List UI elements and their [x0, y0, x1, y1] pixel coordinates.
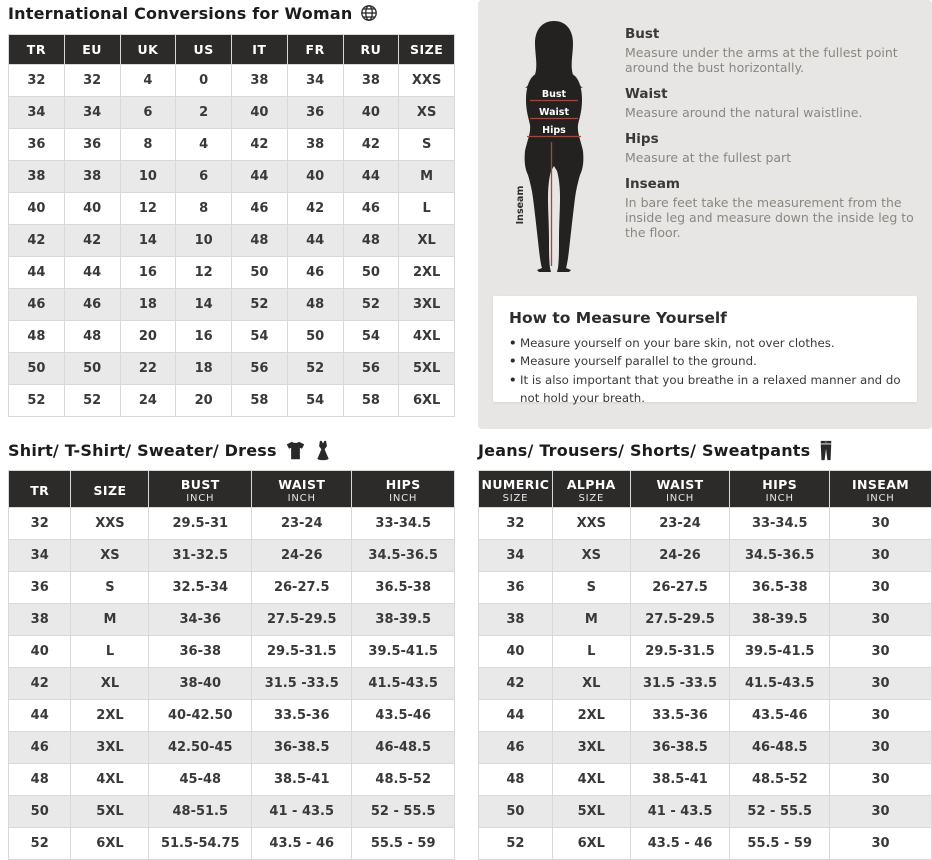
column-header: WAIST INCH [630, 471, 730, 508]
table-cell: 40 [9, 636, 71, 668]
table-cell: 6XL [399, 385, 455, 417]
table-cell: 41.5-43.5 [352, 668, 455, 700]
table-cell: 52 [9, 385, 65, 417]
table-row [9, 321, 455, 353]
table-cell: 46 [9, 732, 71, 764]
how-to-title: How to Measure Yourself [509, 309, 727, 327]
table-cell: 31-32.5 [149, 540, 252, 572]
table-cell: 52 [343, 289, 399, 321]
table-cell: 24 [120, 385, 176, 417]
table-cell: 48 [343, 225, 399, 257]
table-cell: 50 [479, 796, 553, 828]
table-cell: 45-48 [149, 764, 252, 796]
table-cell: XS [71, 540, 149, 572]
table-cell: 36 [64, 129, 120, 161]
table-cell: 32.5-34 [149, 572, 252, 604]
table-cell: 5XL [399, 353, 455, 385]
table-cell: 33.5-36 [252, 700, 352, 732]
table-cell: 30 [830, 508, 932, 540]
table-cell: 50 [343, 257, 399, 289]
table-cell: 5XL [552, 796, 630, 828]
page-header [8, 1, 378, 25]
table-cell: 42 [9, 668, 71, 700]
table-cell: 56 [232, 353, 288, 385]
table-cell: 32 [479, 508, 553, 540]
column-header: WAIST INCH [252, 471, 352, 508]
measure-item-title: Inseam [625, 176, 681, 192]
table-row [479, 828, 932, 860]
table-cell: 34 [287, 65, 343, 97]
table-cell: 27.5-29.5 [630, 604, 730, 636]
table-row [479, 508, 932, 540]
trousers-icon [818, 440, 834, 461]
table-cell: 44 [64, 257, 120, 289]
header-row [9, 471, 455, 508]
table-cell: 42 [343, 129, 399, 161]
table-cell: 34.5-36.5 [352, 540, 455, 572]
table-cell: 48 [9, 321, 65, 353]
table-cell: 38 [9, 161, 65, 193]
table-cell: 27.5-29.5 [252, 604, 352, 636]
measure-item-desc: Measure under the arms at the fullest point around the bust horizontally. [625, 45, 898, 75]
measure-item-desc: Measure around the natural waistline. [625, 105, 863, 120]
table-cell: 44 [9, 257, 65, 289]
table-cell: 38-39.5 [730, 604, 830, 636]
table-row [9, 668, 455, 700]
table-row [479, 796, 932, 828]
table-cell: 38 [232, 65, 288, 97]
table-cell: 30 [830, 604, 932, 636]
column-header: HIPS INCH [730, 471, 830, 508]
table-cell: 50 [287, 321, 343, 353]
table-row [479, 540, 932, 572]
table-row [479, 572, 932, 604]
column-header: UK [120, 35, 176, 65]
measurement-instructions [625, 26, 919, 251]
table-cell: 52 [64, 385, 120, 417]
table-row [9, 161, 455, 193]
column-header: HIPS INCH [352, 471, 455, 508]
table-cell: 40 [9, 193, 65, 225]
dress-icon [314, 440, 332, 461]
table-cell: 43.5-46 [352, 700, 455, 732]
how-to-bullet: • Measure yourself on your bare skin, not over clothes. [509, 334, 903, 352]
table-cell: 34 [64, 97, 120, 129]
table-cell: 6 [176, 161, 232, 193]
table-cell: 46 [343, 193, 399, 225]
table-cell: 48 [479, 764, 553, 796]
header-row [479, 471, 932, 508]
table-cell: 29.5-31.5 [630, 636, 730, 668]
table-cell: 2XL [399, 257, 455, 289]
table-row [479, 668, 932, 700]
table-cell: 34-36 [149, 604, 252, 636]
table-cell: 38 [343, 65, 399, 97]
figure-inseam-label: Inseam [515, 185, 526, 225]
table-cell: 46 [479, 732, 553, 764]
table-cell: XL [552, 668, 630, 700]
table-cell: XL [399, 225, 455, 257]
table-cell: 55.5 - 59 [352, 828, 455, 860]
table-cell: 4XL [399, 321, 455, 353]
table-cell: 14 [176, 289, 232, 321]
table-cell: 48.5-52 [730, 764, 830, 796]
table-row [479, 764, 932, 796]
table-row [9, 700, 455, 732]
table-row [479, 732, 932, 764]
table-cell: 12 [176, 257, 232, 289]
table-cell: 52 - 55.5 [730, 796, 830, 828]
table-row [9, 129, 455, 161]
column-header: SIZE [399, 35, 455, 65]
table-cell: 14 [120, 225, 176, 257]
table-cell: 54 [232, 321, 288, 353]
table-cell: 41 - 43.5 [252, 796, 352, 828]
table-cell: 40 [479, 636, 553, 668]
table-row [9, 572, 455, 604]
table-row [479, 604, 932, 636]
table-cell: 38 [287, 129, 343, 161]
international-conversion-table [8, 34, 455, 417]
measure-item-waist [625, 86, 919, 120]
table-cell: 41.5-43.5 [730, 668, 830, 700]
table-cell: 12 [120, 193, 176, 225]
table-cell: 40 [287, 161, 343, 193]
table-cell: 40 [343, 97, 399, 129]
column-header: ALPHA SIZE [552, 471, 630, 508]
table-cell: 30 [830, 828, 932, 860]
table-row [9, 796, 455, 828]
table-cell: 30 [830, 668, 932, 700]
table-cell: 48-51.5 [149, 796, 252, 828]
table-cell: 44 [479, 700, 553, 732]
table-cell: 16 [120, 257, 176, 289]
table-cell: 8 [176, 193, 232, 225]
table-cell: 44 [232, 161, 288, 193]
table-cell: 20 [176, 385, 232, 417]
body-silhouette-figure [496, 20, 612, 272]
table-row [9, 193, 455, 225]
table-cell: 39.5-41.5 [730, 636, 830, 668]
table-cell: M [552, 604, 630, 636]
table-cell: 52 [479, 828, 553, 860]
table-cell: 32 [9, 508, 71, 540]
table-cell: 34 [479, 540, 553, 572]
table-cell: 55.5 - 59 [730, 828, 830, 860]
table-cell: 50 [9, 353, 65, 385]
table-row [9, 828, 455, 860]
table-cell: 30 [830, 796, 932, 828]
table-cell: 4 [176, 129, 232, 161]
tshirt-icon [285, 440, 306, 461]
table-cell: 42.50-45 [149, 732, 252, 764]
column-header: NUMERIC SIZE [479, 471, 553, 508]
table-cell: L [71, 636, 149, 668]
table-cell: XXS [71, 508, 149, 540]
table-row [9, 540, 455, 572]
measure-item-desc: In bare feet take the measurement from the inside leg and measure down the inside leg to the floor. [625, 195, 914, 240]
table-cell: 10 [176, 225, 232, 257]
table-cell: 42 [9, 225, 65, 257]
table-cell: 16 [176, 321, 232, 353]
table-cell: 33.5-36 [630, 700, 730, 732]
figure-hips-label: Hips [542, 125, 566, 136]
page-title: International Conversions for Woman [8, 3, 353, 23]
table-cell: 46 [9, 289, 65, 321]
table-cell: 2 [176, 97, 232, 129]
table-row [9, 225, 455, 257]
table-row [479, 700, 932, 732]
how-to-list [509, 334, 903, 407]
table-cell: 48.5-52 [352, 764, 455, 796]
table-row [9, 508, 455, 540]
table-row [9, 65, 455, 97]
table-cell: 24-26 [252, 540, 352, 572]
table-cell: 52 [232, 289, 288, 321]
column-header: TR [9, 35, 65, 65]
table-cell: 36 [9, 129, 65, 161]
table-row [9, 764, 455, 796]
table-cell: 36 [287, 97, 343, 129]
table-cell: 30 [830, 540, 932, 572]
table-cell: 22 [120, 353, 176, 385]
table-row [9, 732, 455, 764]
column-header: BUST INCH [149, 471, 252, 508]
table-cell: 29.5-31.5 [252, 636, 352, 668]
table-cell: 38-39.5 [352, 604, 455, 636]
table-cell: 3XL [399, 289, 455, 321]
column-header: EU [64, 35, 120, 65]
table-cell: 23-24 [630, 508, 730, 540]
table-cell: 29.5-31 [149, 508, 252, 540]
table-row [9, 289, 455, 321]
table-cell: 38 [479, 604, 553, 636]
table-cell: 18 [176, 353, 232, 385]
table-cell: 31.5 -33.5 [252, 668, 352, 700]
table-cell: 50 [9, 796, 71, 828]
how-to-bullet: • Measure yourself parallel to the ground. [509, 352, 903, 370]
table-cell: 48 [287, 289, 343, 321]
table-cell: 48 [232, 225, 288, 257]
table-cell: 18 [120, 289, 176, 321]
table-cell: 52 - 55.5 [352, 796, 455, 828]
table-cell: 58 [232, 385, 288, 417]
table-cell: XS [399, 97, 455, 129]
column-header: FR [287, 35, 343, 65]
table-row [9, 604, 455, 636]
table-cell: 0 [176, 65, 232, 97]
measure-item-inseam [625, 176, 919, 240]
table-cell: 34.5-36.5 [730, 540, 830, 572]
table-cell: 36 [9, 572, 71, 604]
table-cell: L [399, 193, 455, 225]
table-cell: 54 [343, 321, 399, 353]
table-cell: XL [71, 668, 149, 700]
jeans-table-title: Jeans/ Trousers/ Shorts/ Sweatpants [478, 440, 811, 460]
table-cell: S [71, 572, 149, 604]
table-cell: 41 - 43.5 [630, 796, 730, 828]
table-cell: 46 [232, 193, 288, 225]
how-to-bullet: • It is also important that you breathe in a relaxed manner and do not hold your breath. [509, 371, 903, 408]
table-cell: 44 [9, 700, 71, 732]
table-cell: 46 [64, 289, 120, 321]
table-cell: 3XL [552, 732, 630, 764]
table-cell: 30 [830, 764, 932, 796]
table-cell: 48 [9, 764, 71, 796]
table-cell: 4XL [71, 764, 149, 796]
table-cell: 36-38 [149, 636, 252, 668]
table-cell: 40-42.50 [149, 700, 252, 732]
column-header: INSEAM INCH [830, 471, 932, 508]
table-cell: 38 [64, 161, 120, 193]
table-row [9, 353, 455, 385]
table-cell: 33-34.5 [730, 508, 830, 540]
table-cell: 32 [64, 65, 120, 97]
table-cell: 54 [287, 385, 343, 417]
table-cell: 6 [120, 97, 176, 129]
jeans-table-header [478, 438, 834, 462]
table-cell: 43.5 - 46 [252, 828, 352, 860]
table-cell: 56 [343, 353, 399, 385]
table-cell: 46-48.5 [352, 732, 455, 764]
table-cell: 20 [120, 321, 176, 353]
how-to-measure-box [493, 296, 917, 405]
table-row [9, 97, 455, 129]
table-cell: 40 [232, 97, 288, 129]
table-cell: M [71, 604, 149, 636]
table-cell: 34 [9, 97, 65, 129]
table-cell: 30 [830, 700, 932, 732]
table-cell: 8 [120, 129, 176, 161]
figure-waist-label: Waist [538, 107, 570, 118]
measure-item-title: Bust [625, 26, 660, 42]
table-cell: 23-24 [252, 508, 352, 540]
table-cell: 30 [830, 636, 932, 668]
table-cell: XS [552, 540, 630, 572]
table-cell: 42 [287, 193, 343, 225]
table-cell: 48 [64, 321, 120, 353]
table-cell: 46 [287, 257, 343, 289]
figure-bust-label: Bust [541, 89, 567, 100]
table-cell: L [552, 636, 630, 668]
table-cell: 10 [120, 161, 176, 193]
table-cell: 34 [9, 540, 71, 572]
table-row [479, 636, 932, 668]
table-cell: XXS [552, 508, 630, 540]
table-cell: 52 [9, 828, 71, 860]
table-cell: 52 [287, 353, 343, 385]
table-cell: 24-26 [630, 540, 730, 572]
table-cell: 51.5-54.75 [149, 828, 252, 860]
column-header: RU [343, 35, 399, 65]
table-cell: 42 [232, 129, 288, 161]
table-row [9, 636, 455, 668]
table-cell: 36.5-38 [352, 572, 455, 604]
shirt-size-table [8, 470, 455, 860]
table-cell: 58 [343, 385, 399, 417]
table-row [9, 257, 455, 289]
measure-item-title: Hips [625, 131, 659, 147]
table-cell: 50 [64, 353, 120, 385]
table-cell: 44 [343, 161, 399, 193]
column-header: TR [9, 471, 71, 508]
table-cell: 33-34.5 [352, 508, 455, 540]
table-cell: 46-48.5 [730, 732, 830, 764]
column-header: SIZE [71, 471, 149, 508]
measure-item-hips [625, 131, 919, 165]
table-cell: 31.5 -33.5 [630, 668, 730, 700]
measure-item-bust [625, 26, 919, 75]
table-cell: 42 [64, 225, 120, 257]
table-cell: 50 [232, 257, 288, 289]
table-cell: 43.5 - 46 [630, 828, 730, 860]
table-cell: 6XL [552, 828, 630, 860]
column-header: IT [232, 35, 288, 65]
measure-item-desc: Measure at the fullest part [625, 150, 792, 165]
table-cell: XXS [399, 65, 455, 97]
table-cell: 39.5-41.5 [352, 636, 455, 668]
shirt-table-header [8, 438, 332, 462]
jeans-size-table [478, 470, 932, 860]
table-cell: 2XL [552, 700, 630, 732]
measure-item-title: Waist [625, 86, 668, 102]
column-header: US [176, 35, 232, 65]
table-cell: 38-40 [149, 668, 252, 700]
table-cell: 40 [64, 193, 120, 225]
table-cell: 36 [479, 572, 553, 604]
table-cell: 30 [830, 572, 932, 604]
table-cell: 6XL [71, 828, 149, 860]
table-cell: 36-38.5 [630, 732, 730, 764]
table-cell: 42 [479, 668, 553, 700]
table-cell: 4 [120, 65, 176, 97]
table-cell: 30 [830, 732, 932, 764]
table-cell: M [399, 161, 455, 193]
table-cell: 2XL [71, 700, 149, 732]
table-cell: 43.5-46 [730, 700, 830, 732]
table-cell: 44 [287, 225, 343, 257]
table-cell: 26-27.5 [630, 572, 730, 604]
table-cell: S [552, 572, 630, 604]
header-row [9, 35, 455, 65]
shirt-table-title: Shirt/ T-Shirt/ Sweater/ Dress [8, 440, 277, 460]
table-cell: 38.5-41 [630, 764, 730, 796]
table-cell: 32 [9, 65, 65, 97]
table-cell: 5XL [71, 796, 149, 828]
table-cell: 36-38.5 [252, 732, 352, 764]
table-row [9, 385, 455, 417]
globe-icon [360, 4, 378, 22]
table-cell: 38 [9, 604, 71, 636]
table-cell: 4XL [552, 764, 630, 796]
table-cell: 3XL [71, 732, 149, 764]
measurement-guide-panel [478, 0, 932, 429]
table-cell: S [399, 129, 455, 161]
table-cell: 38.5-41 [252, 764, 352, 796]
table-cell: 26-27.5 [252, 572, 352, 604]
table-cell: 36.5-38 [730, 572, 830, 604]
